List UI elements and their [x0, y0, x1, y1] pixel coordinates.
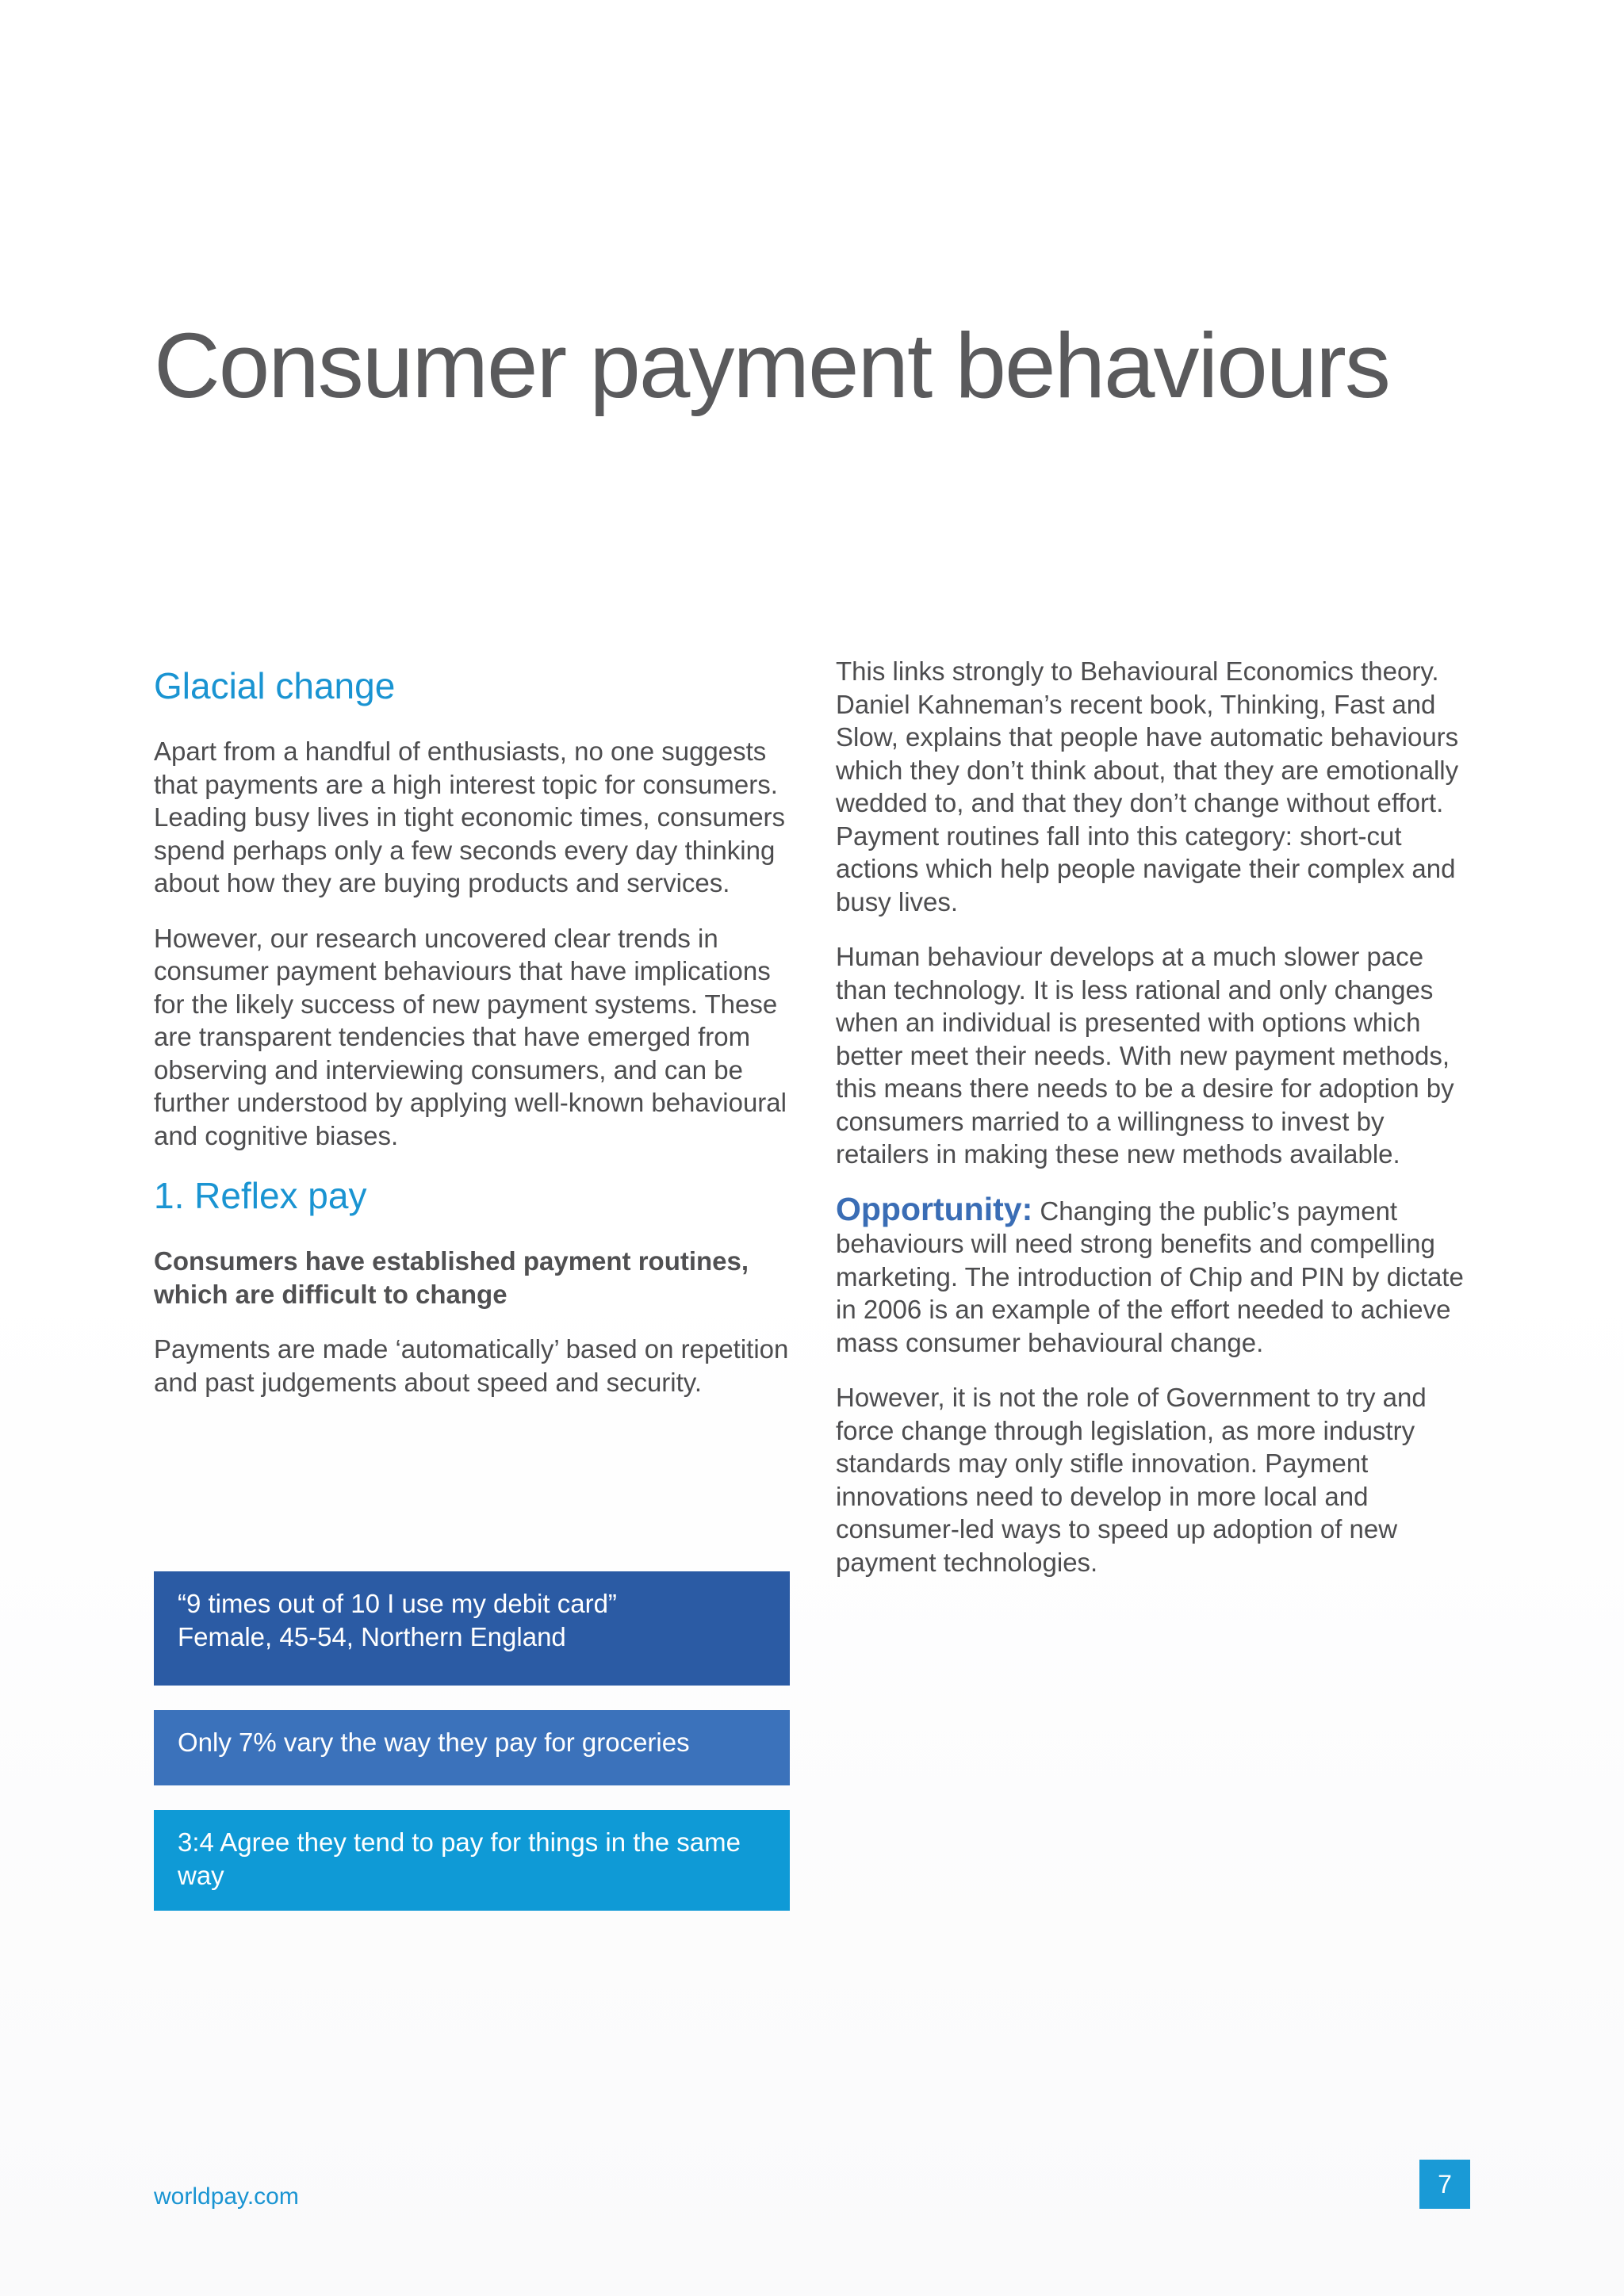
page-title: Consumer payment behaviours [154, 314, 1389, 417]
page-number: 7 [1419, 2160, 1470, 2209]
stat-callout-groceries [154, 1710, 790, 1785]
body-paragraph: However, it is not the role of Government to try and force change through legislation, as more industry standards may only stifle innovation. Payment innovations need to develop in more local and consumer-led ways to speed up adoption of new payment technologies. [836, 1383, 1427, 1577]
stat-text: 3:4 Agree they tend to pay for things in the same way [178, 1827, 741, 1890]
stat-text: Only 7% vary the way they pay for groceries [178, 1728, 690, 1757]
opportunity-paragraph [836, 1190, 1480, 1360]
right-column [836, 655, 1480, 1601]
body-paragraph: Human behaviour develops at a much slower pace than technology. It is less rational and only changes when an individual is presented with options which better meet their needs. With new payment methods, this means there needs to be a desire for adoption by consumers married to a willingness to invest by retailers in making these new methods available. [836, 942, 1454, 1169]
stat-callout-same-way [154, 1810, 790, 1911]
section-subheading: Consumers have established payment routines, which are difficult to change [154, 1246, 749, 1309]
opportunity-label: Opportunity: [836, 1190, 1033, 1227]
body-paragraph: Apart from a handful of enthusiasts, no one suggests that payments are a high interest topic for consumers. Leading busy lives in tight economic times, consumers spend perhaps only a few seconds every day thinking about how they are buying products and services. [154, 737, 786, 898]
website-link[interactable]: worldpay.com [154, 2183, 299, 2210]
quote-attribution: Female, 45-54, Northern England [178, 1622, 566, 1651]
body-paragraph: Payments are made ‘automatically’ based on repetition and past judgements about speed and security. [154, 1334, 789, 1397]
quote-callout [154, 1571, 790, 1686]
left-column [154, 655, 796, 1421]
section-heading-reflex-pay: 1. Reflex pay [154, 1175, 367, 1217]
body-paragraph: However, our research uncovered clear trends in consumer payment behaviours that have implications for the likely success of new payment systems. These are transparent tendencies that have emerged from observing and interviewing consumers, and can be further understood by applying well-known behavioural and cognitive biases. [154, 923, 787, 1150]
section-heading-glacial-change: Glacial change [154, 665, 396, 706]
opportunity-text: Changing the public’s payment behaviours will need strong benefits and compelling marketing. The introduction of Chip and PIN by dictate in 2006 is an example of the effort needed to achieve mass consumer behavioural change. [836, 1196, 1464, 1357]
body-paragraph: This links strongly to Behavioural Economics theory. Daniel Kahneman’s recent book, Thinking, Fast and Slow, explains that people have automatic behaviours which they don’t think about, that they are emotionally wedded to, and that they don’t change without effort. Payment routines fall into this category: short-cut actions which help people navigate their complex and busy lives. [836, 656, 1459, 916]
quote-text: “9 times out of 10 I use my debit card” [178, 1589, 617, 1618]
